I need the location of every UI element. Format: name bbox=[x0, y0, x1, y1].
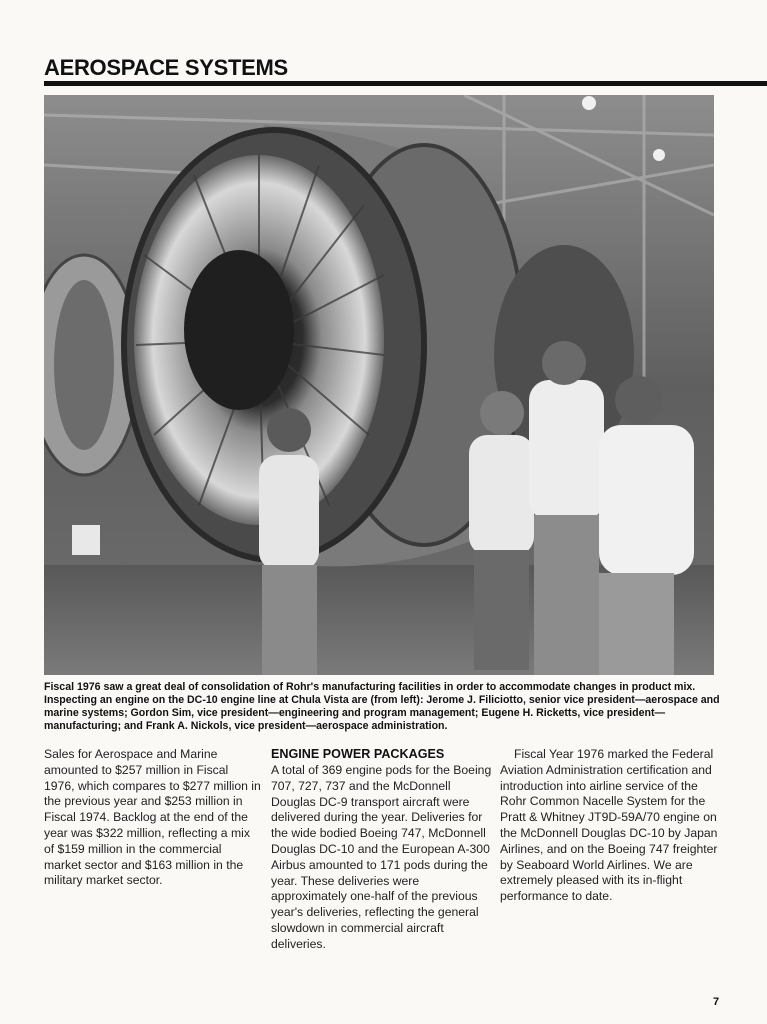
column-sales bbox=[44, 747, 262, 889]
engine-photo bbox=[44, 95, 714, 675]
page-number: 7 bbox=[713, 996, 720, 1008]
title-rule bbox=[44, 81, 767, 86]
column-engine-power-packages bbox=[271, 747, 493, 953]
certification-paragraph: Fiscal Year 1976 marked the Federal Aviation Administration certification and introduction into airline service of the Rohr Common Nacelle System for the Pratt & Whitney JT9D-59A/70 engine on the McDonnell Douglas DC-10 by Japan Airlines, and on the Boeing 747 freighter by Seaboard World Airlines. We are extremely pleased with its in-flight performance to date. bbox=[500, 747, 718, 904]
column-certification bbox=[500, 747, 722, 905]
page-title: AEROSPACE SYSTEMS bbox=[44, 55, 288, 80]
photo-caption: Fiscal 1976 saw a great deal of consolidation of Rohr's manufacturing facilities in order to accommodate changes in product mix. Inspecting an engine on the DC-10 engine line at Chula Vista are (from left): Jerome J. Filiciotto, senior vice president—aerospace and marine systems; Gordon Sim, vice president—engineering and program management; Eugene H. Ricketts, vice president—manufacturing; and Frank A. Nickols, vice president—aerospace administration. bbox=[44, 681, 720, 732]
sales-paragraph: Sales for Aerospace and Marine amounted to $257 million in Fiscal 1976, which compares to $277 million in the previous year and $253 million in Fiscal 1974. Backlog at the end of the year was $322 million, reflecting a mix of $159 million in the commercial market sector and $163 million in the military market sector. bbox=[44, 747, 261, 888]
section-heading: ENGINE POWER PACKAGES bbox=[271, 747, 445, 761]
engine-pods-paragraph: A total of 369 engine pods for the Boeing 707, 727, 737 and the McDonnell Douglas DC-9 transport aircraft were delivered during the year. Deliveries for the wide bodied Boeing 747, McDonnell Douglas DC-10 and the European A-300 Airbus amounted to 171 pods during the year. These deliveries were approximately one-half of the previous year's deliveries, reflecting the general slowdown in commercial aircraft deliveries. bbox=[271, 763, 492, 951]
